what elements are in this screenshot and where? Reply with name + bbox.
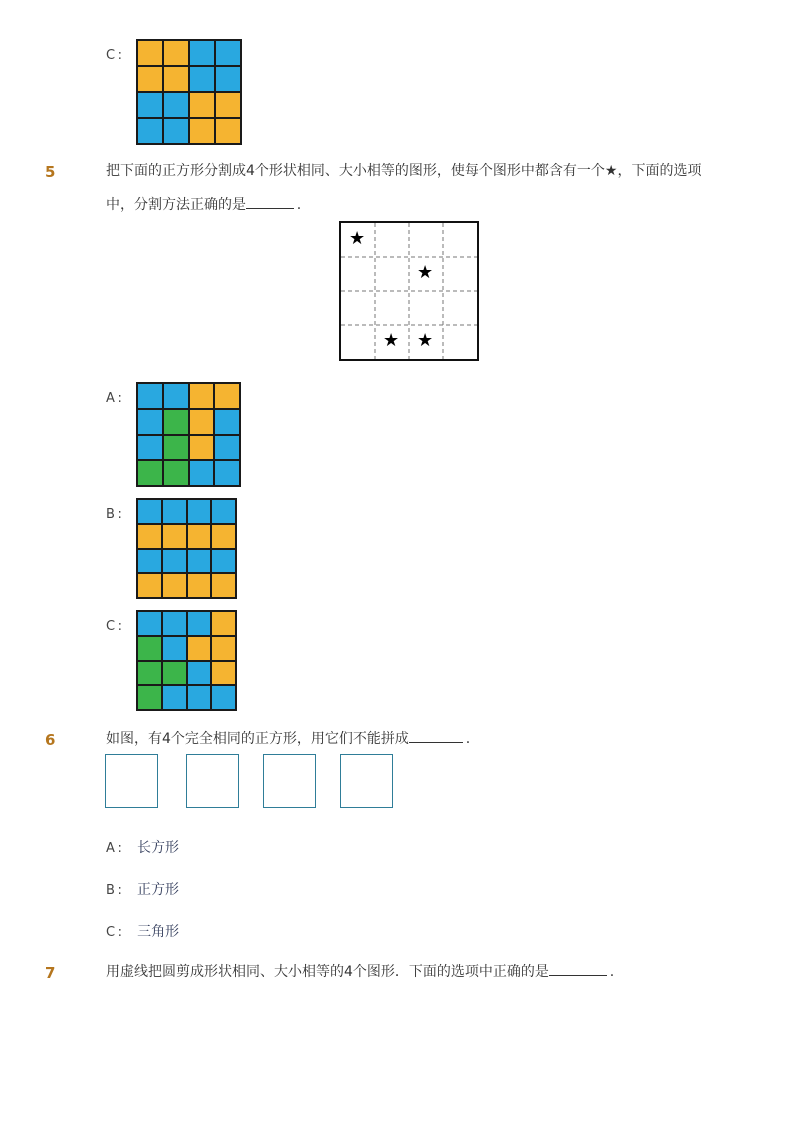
grid-cell-yellow — [215, 92, 241, 118]
grid-cell-blue — [215, 66, 241, 92]
option-b-label: B : — [106, 883, 122, 898]
grid-cell-blue — [187, 499, 212, 524]
grid-cell-blue — [162, 636, 187, 661]
answer-blank[interactable] — [409, 742, 463, 743]
grid-cell-blue — [137, 409, 163, 435]
option-b-text: 正方形 — [137, 882, 179, 898]
grid-cell-blue — [211, 549, 236, 574]
star-icon: ★ — [383, 330, 400, 351]
question-text-main: 用虚线把圆剪成形状相同、大小相等的4个图形．下面的选项中正确的是 — [106, 964, 549, 980]
option-c-label: C : — [106, 48, 123, 63]
grid-cell-yellow — [187, 573, 212, 598]
grid-cell-blue — [211, 499, 236, 524]
grid-cell-yellow — [214, 383, 240, 409]
option-c-grid[interactable] — [136, 610, 237, 711]
question-text — [106, 728, 470, 750]
question-number: 7 — [45, 964, 56, 982]
grid-cell-blue — [214, 460, 240, 486]
option-c-grid — [136, 39, 242, 145]
grid-cell-yellow — [189, 435, 215, 461]
star-icon: ★ — [349, 228, 366, 249]
grid-cell-yellow — [211, 524, 236, 549]
grid-cell-blue — [162, 611, 187, 636]
grid-cell-blue — [215, 40, 241, 66]
grid-cell-green — [137, 460, 163, 486]
square-figure — [263, 754, 316, 808]
grid-cell-blue — [162, 499, 187, 524]
option-c[interactable] — [106, 921, 179, 941]
grid-cell-blue — [162, 685, 187, 710]
option-b[interactable] — [106, 879, 179, 899]
answer-blank[interactable] — [549, 975, 607, 976]
grid-cell-blue — [137, 383, 163, 409]
question-text-line2: 中，分割方法正确的是 — [106, 197, 246, 213]
grid-cell-yellow — [163, 40, 189, 66]
grid-cell-green — [137, 661, 162, 686]
grid-cell-yellow — [189, 383, 215, 409]
grid-cell-yellow — [189, 92, 215, 118]
question-text-main: 如图，有4个完全相同的正方形，用它们不能拼成 — [106, 731, 409, 747]
star-icon: ★ — [417, 262, 434, 283]
grid-cell-yellow — [215, 118, 241, 144]
grid-cell-blue — [163, 383, 189, 409]
grid-cell-green — [163, 460, 189, 486]
grid-cell-yellow — [137, 524, 162, 549]
option-c-label: C : — [106, 925, 123, 940]
question-text-line2-wrap — [106, 194, 301, 216]
grid-cell-yellow — [162, 524, 187, 549]
grid-cell-blue — [137, 435, 163, 461]
grid-cell-yellow — [211, 661, 236, 686]
grid-cell-blue — [137, 499, 162, 524]
grid-cell-blue — [137, 92, 163, 118]
grid-cell-blue — [162, 549, 187, 574]
grid-cell-yellow — [211, 573, 236, 598]
grid-cell-blue — [189, 40, 215, 66]
question-text — [106, 160, 701, 182]
answer-blank[interactable] — [246, 208, 294, 209]
grid-cell-blue — [189, 66, 215, 92]
grid-cell-yellow — [162, 573, 187, 598]
grid-cell-blue — [187, 661, 212, 686]
grid-cell-yellow — [189, 409, 215, 435]
grid-cell-blue — [163, 118, 189, 144]
grid-cell-yellow — [187, 524, 212, 549]
question-text-line1: 把下面的正方形分割成4个形状相同、大小相等的图形，使每个图形中都含有一个★，下面的选项 — [106, 163, 702, 179]
grid-cell-green — [162, 661, 187, 686]
question-text — [106, 961, 614, 983]
grid-cell-yellow — [187, 636, 212, 661]
question-text-end: . — [462, 731, 471, 747]
star-icon: ★ — [417, 330, 434, 351]
grid-cell-blue — [187, 611, 212, 636]
grid-cell-yellow — [211, 611, 236, 636]
option-a[interactable] — [106, 837, 179, 857]
grid-cell-yellow — [163, 66, 189, 92]
grid-cell-blue — [137, 118, 163, 144]
question-number: 6 — [45, 731, 56, 749]
option-a-grid[interactable] — [136, 382, 241, 487]
square-figure — [186, 754, 239, 808]
grid-cell-blue — [211, 685, 236, 710]
option-a-label[interactable]: A : — [106, 391, 122, 406]
square-figure — [105, 754, 158, 808]
grid-cell-green — [137, 685, 162, 710]
grid-cell-green — [163, 435, 189, 461]
question-text-end: . — [606, 964, 615, 980]
option-b-label[interactable]: B : — [106, 507, 122, 522]
grid-cell-blue — [187, 685, 212, 710]
grid-cell-yellow — [189, 118, 215, 144]
option-b-grid[interactable] — [136, 498, 237, 599]
grid-cell-blue — [214, 409, 240, 435]
question-number: 5 — [45, 163, 56, 181]
grid-cell-yellow — [137, 66, 163, 92]
option-a-text: 长方形 — [136, 840, 179, 856]
grid-cell-blue — [163, 92, 189, 118]
grid-cell-yellow — [137, 40, 163, 66]
square-figure — [340, 754, 393, 808]
grid-cell-blue — [137, 611, 162, 636]
option-a-label: A : — [106, 841, 122, 856]
grid-cell-green — [163, 409, 189, 435]
grid-cell-green — [137, 636, 162, 661]
star-grid — [339, 221, 479, 361]
grid-cell-blue — [187, 549, 212, 574]
option-c-text: 三角形 — [137, 924, 180, 940]
grid-cell-yellow — [137, 573, 162, 598]
option-c-label[interactable]: C : — [106, 619, 123, 634]
grid-cell-blue — [214, 435, 240, 461]
grid-cell-blue — [189, 460, 215, 486]
question-text-end: . — [294, 197, 302, 213]
grid-cell-blue — [137, 549, 162, 574]
grid-cell-yellow — [211, 636, 236, 661]
